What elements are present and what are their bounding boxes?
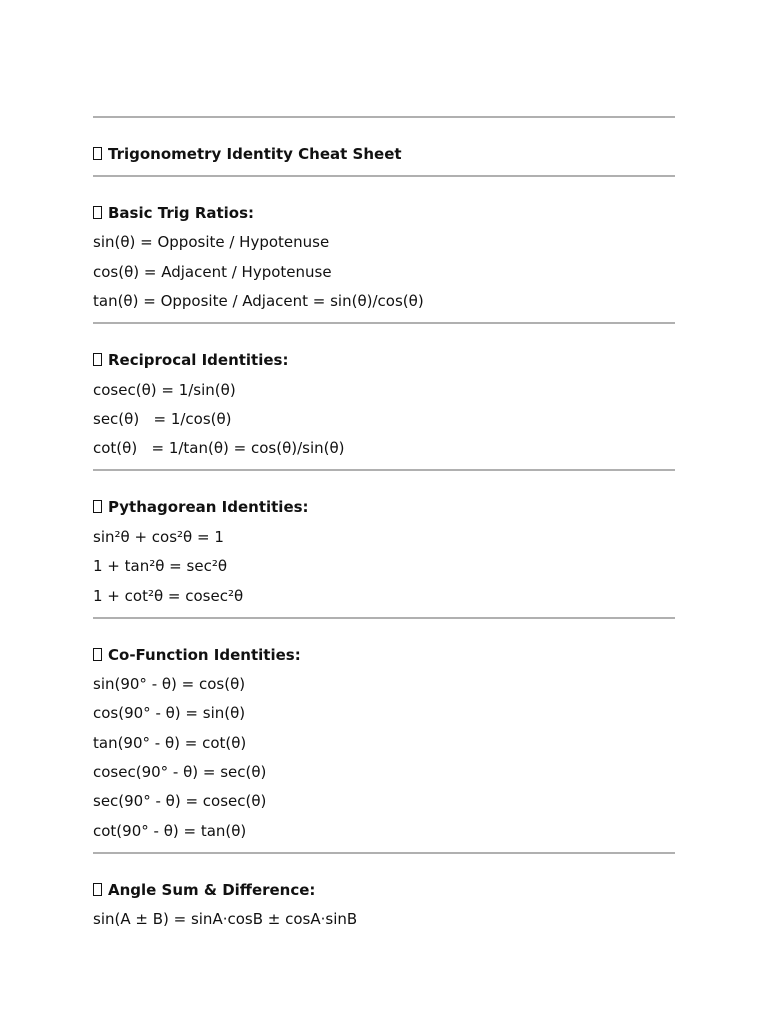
document-title-text: Trigonometry Identity Cheat Sheet [108,145,402,163]
identity-line: sin(90° - θ) = cos(θ) [93,674,246,693]
identity-line: sin(θ) = Opposite / Hypotenuse [93,233,330,252]
divider [93,617,675,619]
section-heading: Pythagorean Identities: [93,497,675,517]
identity-line: cot(θ) = 1/tan(θ) = cos(θ)/sin(θ) [93,439,345,458]
missing-glyph-icon [93,883,102,896]
identity-line: sin(A ± B) = sinA·cosB ± cosA·sinB [93,910,358,929]
section-co-function-identities [93,645,675,852]
section-heading: Co-Function Identities: [93,645,675,665]
missing-glyph-icon [93,648,102,661]
missing-glyph-icon [93,147,102,160]
identity-line: 1 + cot²θ = cosec²θ [93,586,244,605]
identity-line: cos(θ) = Adjacent / Hypotenuse [93,262,332,281]
identity-line: cosec(90° - θ) = sec(θ) [93,763,267,782]
identity-line: tan(90° - θ) = cot(θ) [93,733,247,752]
section-heading: Angle Sum & Difference: [93,880,675,900]
missing-glyph-icon [93,353,102,366]
section-reciprocal-identities [93,350,675,469]
divider [93,322,675,324]
divider [93,175,675,177]
missing-glyph-icon [93,500,102,513]
divider [93,852,675,854]
divider [93,116,675,118]
cheat-sheet-document [93,116,675,940]
identity-line: sin²θ + cos²θ = 1 [93,527,224,546]
identity-line: cosec(θ) = 1/sin(θ) [93,380,236,399]
section-pythagorean-identities [93,497,675,616]
identity-line: sec(θ) = 1/cos(θ) [93,409,232,428]
identity-line: cot(90° - θ) = tan(θ) [93,821,247,840]
identity-line: 1 + tan²θ = sec²θ [93,557,228,576]
missing-glyph-icon [93,206,102,219]
document-title [93,144,675,164]
divider [93,469,675,471]
identity-line: tan(θ) = Opposite / Adjacent = sin(θ)/cos(θ) [93,292,424,311]
identity-line: cos(90° - θ) = sin(θ) [93,704,246,723]
section-angle-sum-difference [93,880,675,940]
section-heading: Reciprocal Identities: [93,350,675,370]
section-heading: Basic Trig Ratios: [93,203,675,223]
identity-line: sec(90° - θ) = cosec(θ) [93,792,267,811]
section-basic-trig-ratios [93,203,675,322]
